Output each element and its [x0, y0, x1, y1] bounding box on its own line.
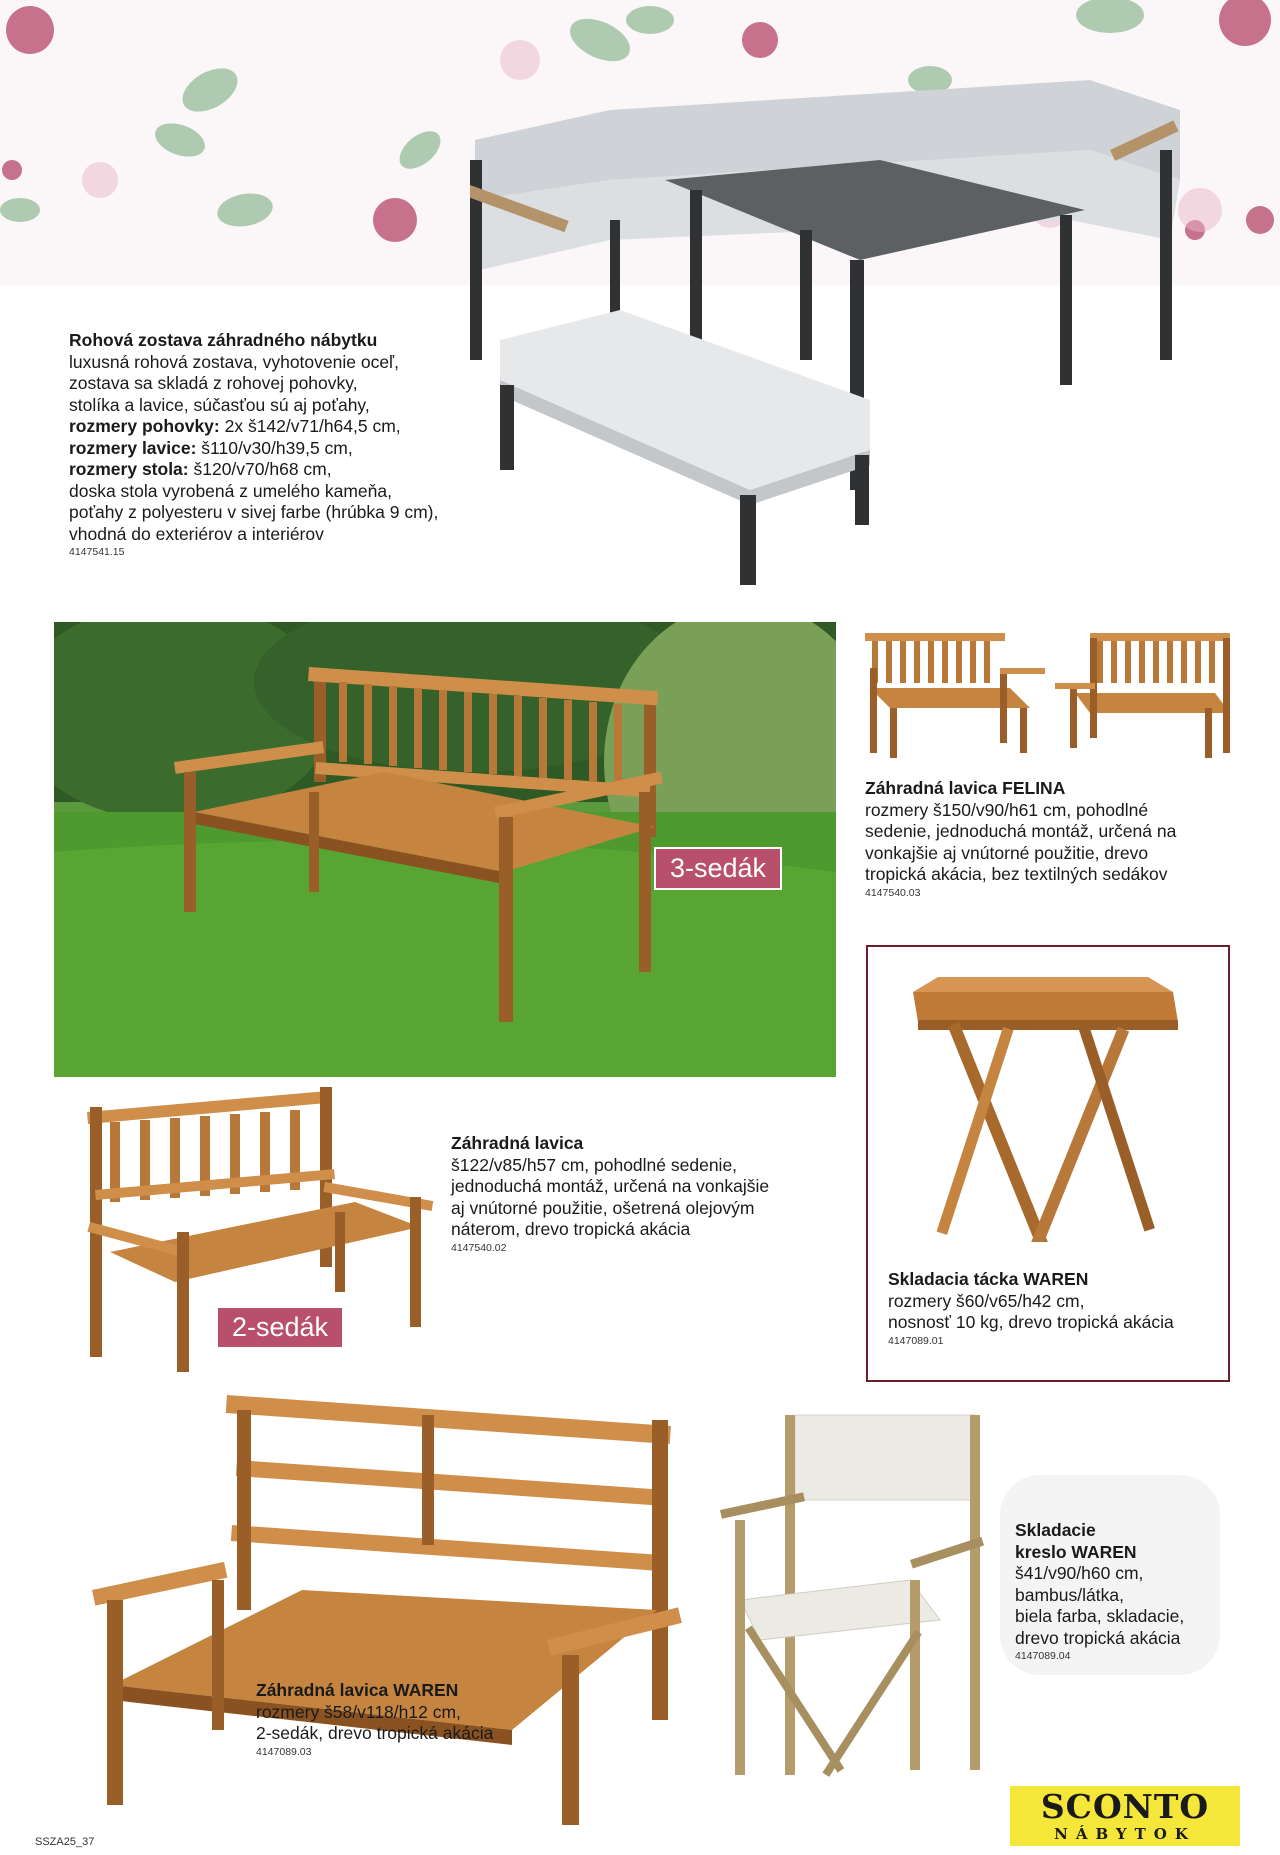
corner-set-title: Rohová zostava záhradného nábytku: [69, 330, 378, 350]
corner-set-line: luxusná rohová zostava, vyhotovenie oceľ,: [69, 351, 400, 372]
felina-line: sedenie, jednoduchá montáž, určená na: [865, 821, 1177, 841]
product-code: 4147541.15: [69, 546, 125, 558]
two-seat-bench-line: š122/v85/h57 cm, pohodlné sedenie,: [451, 1154, 738, 1175]
felina-description: [865, 778, 1245, 900]
dim-value: š110/v30/h39,5 cm,: [196, 437, 353, 458]
two-seat-bench-line: jednoduchá montáž, určená na vonkajšie: [451, 1176, 770, 1196]
chair-line: drevo tropická akácia: [1015, 1627, 1181, 1648]
waren-bench-title: Záhradná lavica WAREN: [256, 1680, 459, 1700]
dim-label: rozmery pohovky:: [69, 416, 220, 436]
tray-line: rozmery š60/v65/h42 cm,: [888, 1290, 1085, 1311]
waren-bench-line: rozmery š58/v118/h12 cm,: [256, 1701, 461, 1722]
felina-bench-views-image: [860, 628, 1240, 763]
waren-bench-image: [92, 1390, 682, 1830]
three-seat-badge: 3-sedák: [654, 847, 782, 890]
felina-line: vonkajšie aj vnútorné použitie, drevo: [865, 842, 1149, 863]
two-seat-bench-description: [451, 1133, 851, 1255]
brand-sub: NÁBYTOK: [1054, 1825, 1196, 1843]
two-seat-badge: 2-sedák: [216, 1306, 344, 1349]
felina-line: tropická akácia, bez textilných sedákov: [865, 864, 1168, 884]
felina-title: Záhradná lavica FELINA: [865, 778, 1066, 798]
chair-title-line: kreslo WAREN: [1015, 1541, 1137, 1562]
two-seat-bench-line: aj vnútorné použitie, ošetrená olejovým: [451, 1197, 755, 1218]
two-seat-bench-title: Záhradná lavica: [451, 1133, 584, 1153]
corner-set-line: stolíka a lavice, súčasťou sú aj poťahy,: [69, 394, 370, 415]
dim-value: š120/v70/h68 cm,: [188, 459, 332, 479]
corner-set-line: vhodná do exteriérov a interiérov: [69, 523, 324, 544]
chair-line: biela farba, skladacie,: [1015, 1606, 1185, 1626]
product-code: 4147540.03: [865, 886, 921, 899]
chair-line: bambus/látka,: [1015, 1584, 1124, 1605]
product-code: 4147540.02: [451, 1241, 507, 1254]
sconto-logo: [1010, 1786, 1240, 1846]
corner-set-line: zostava sa skladá z rohovej pohovky,: [69, 373, 358, 393]
dim-value: 2x š142/v71/h64,5 cm,: [219, 416, 401, 436]
tray-description: [888, 1269, 1223, 1348]
corner-set-dim-table: [69, 459, 489, 481]
folding-tray-table-image: [908, 972, 1188, 1242]
chair-description: [1015, 1520, 1240, 1663]
brand-name: SCONTO: [1040, 1787, 1210, 1826]
dim-label: rozmery lavice:: [69, 437, 197, 458]
chair-line: š41/v90/h60 cm,: [1015, 1563, 1144, 1583]
corner-set-line: poťahy z polyesteru v sivej farbe (hrúbka 9 cm),: [69, 502, 439, 522]
product-code: 4147089.04: [1015, 1650, 1071, 1662]
tray-title: Skladacia tácka WAREN: [888, 1269, 1089, 1289]
product-code: 4147089.01: [888, 1334, 944, 1347]
corner-set-dim-bench: [69, 438, 489, 460]
waren-bench-description: [256, 1680, 556, 1759]
two-seat-bench-line: náterom, drevo tropická akácia: [451, 1219, 691, 1239]
product-code: 4147089.03: [256, 1745, 312, 1758]
tray-line: nosnosť 10 kg, drevo tropická akácia: [888, 1312, 1174, 1332]
tray-product-box: [866, 945, 1230, 1382]
corner-set-dim-sofa: [69, 416, 489, 438]
chair-title-line: Skladacie: [1015, 1520, 1096, 1540]
corner-sofa-set-image: [470, 70, 1190, 600]
corner-set-description: [69, 330, 489, 559]
waren-bench-line: 2-sedák, drevo tropická akácia: [256, 1723, 494, 1743]
corner-set-line: doska stola vyrobená z umelého kameňa,: [69, 480, 392, 501]
felina-line: rozmery š150/v90/h61 cm, pohodlné: [865, 799, 1149, 820]
page-footer-code: SSZA25_37: [35, 1836, 95, 1848]
folding-director-chair-image: [715, 1410, 990, 1780]
dim-label: rozmery stola:: [69, 459, 189, 479]
